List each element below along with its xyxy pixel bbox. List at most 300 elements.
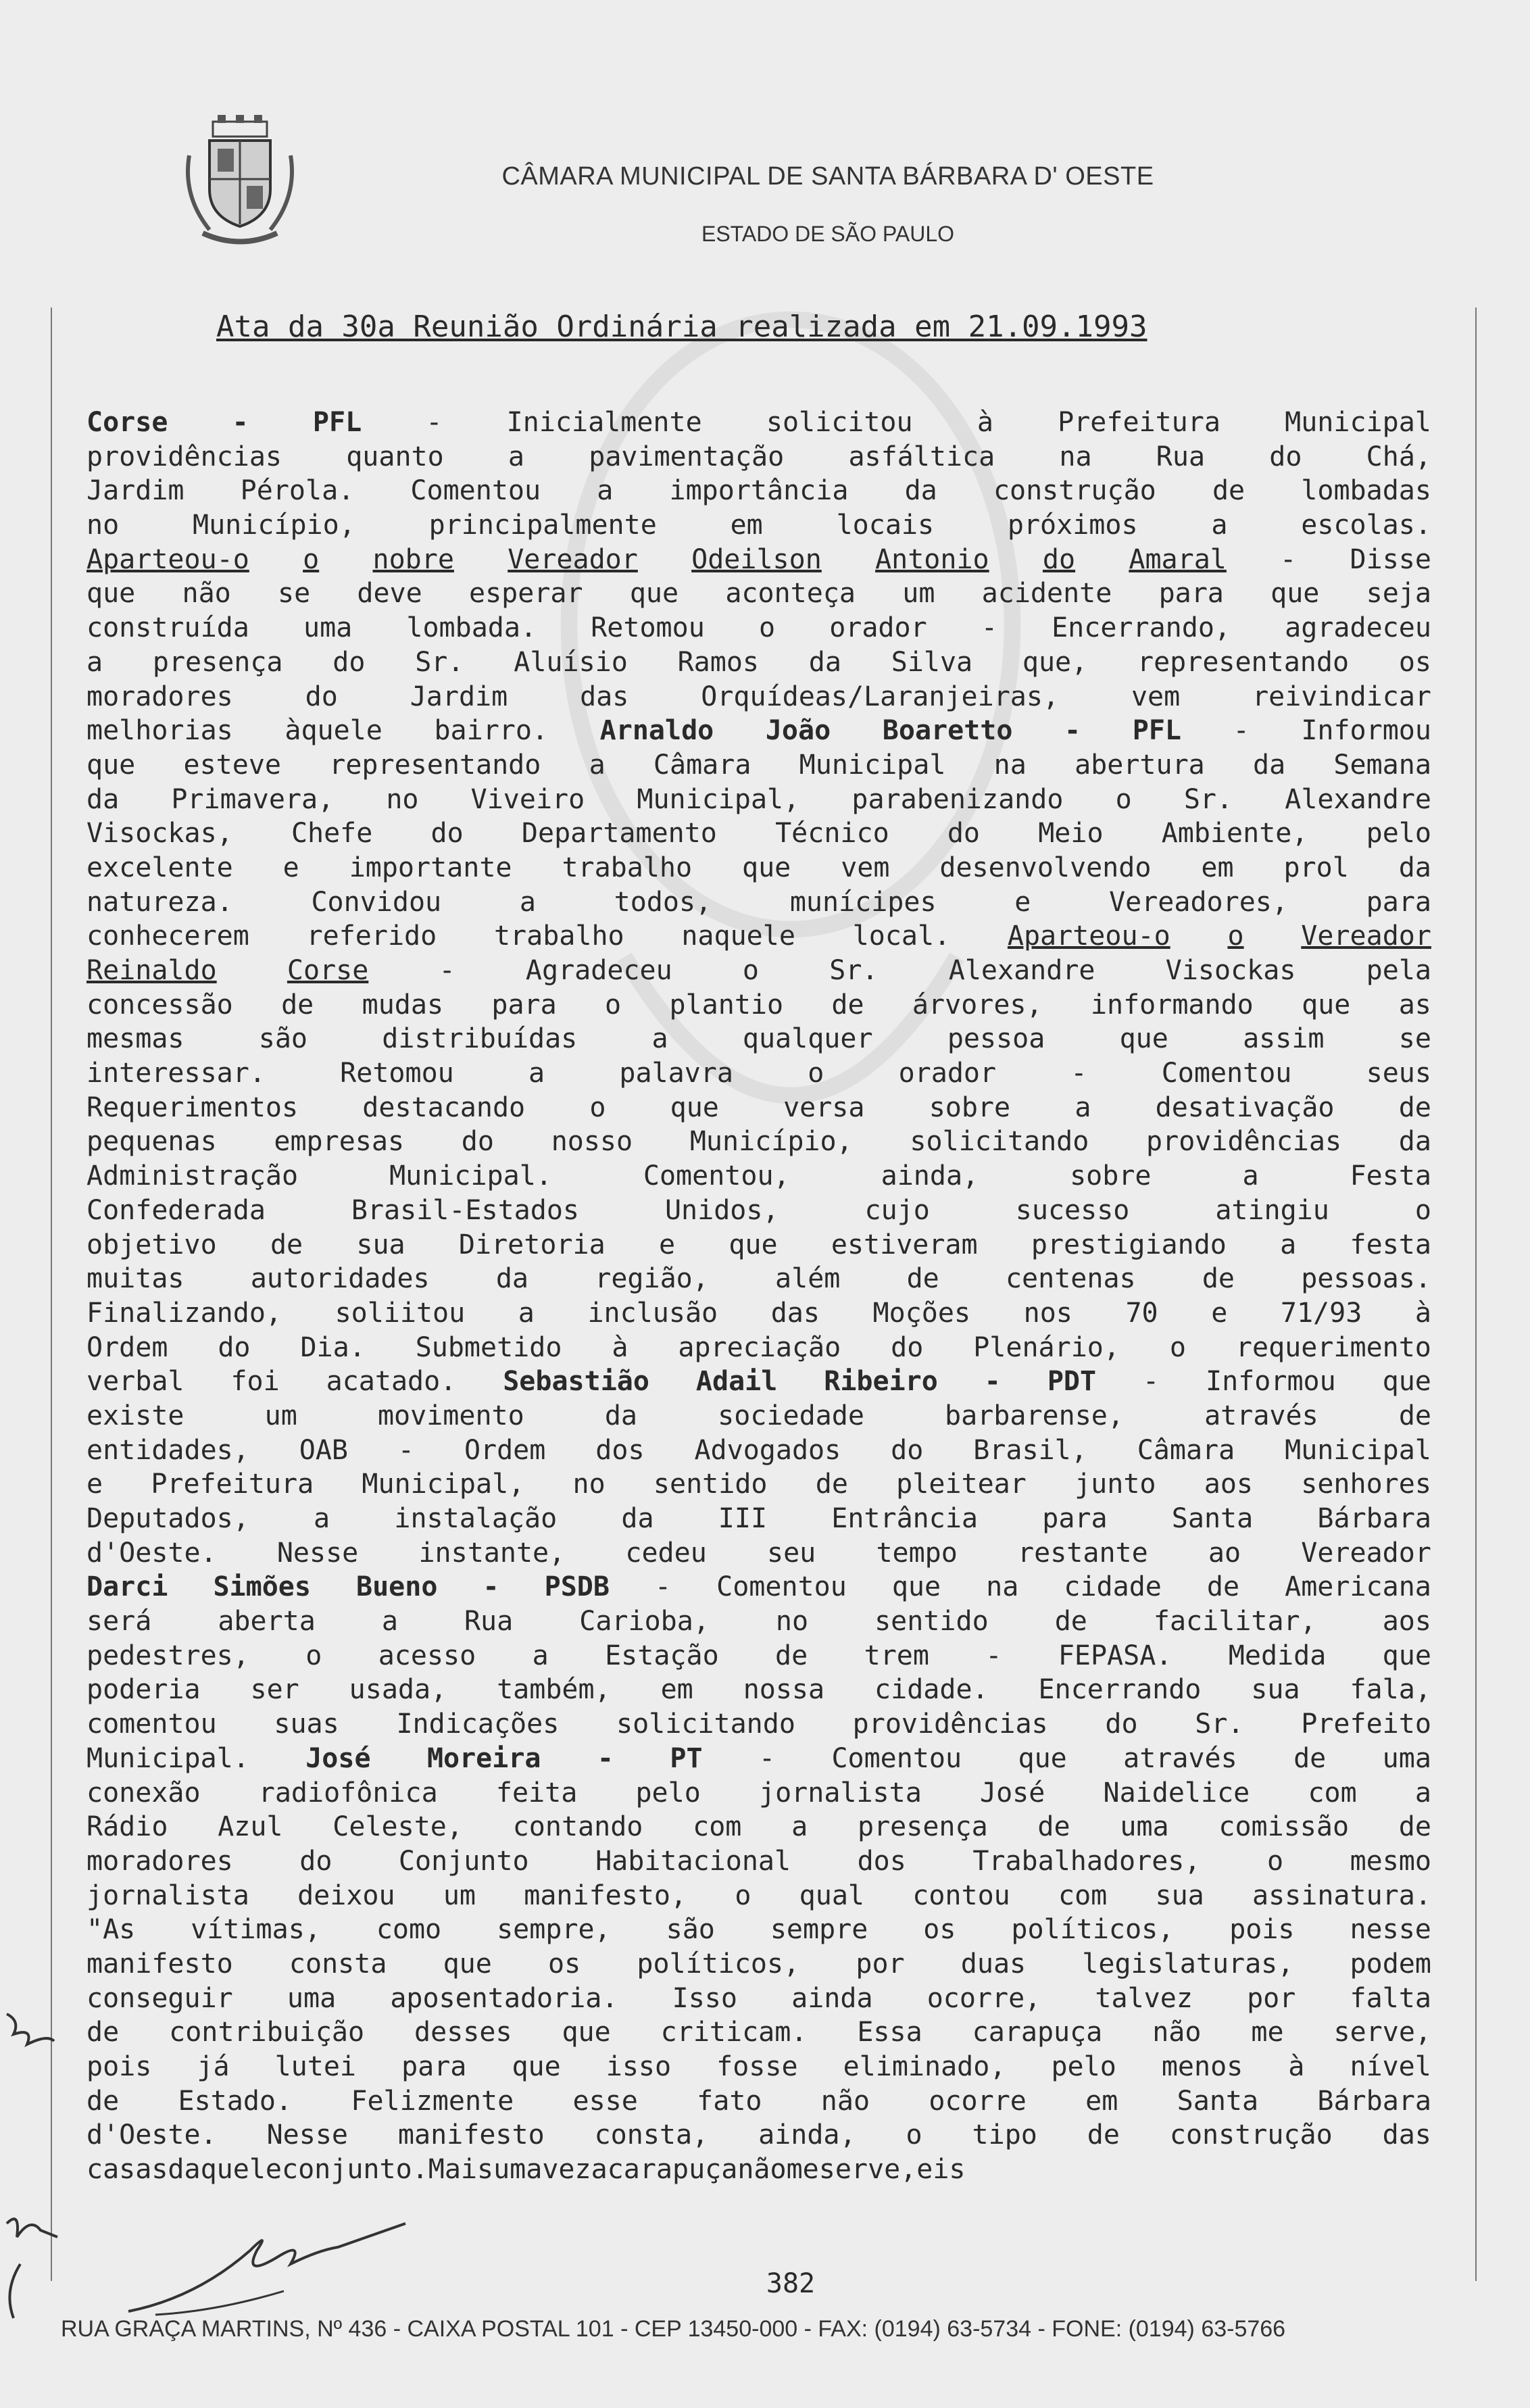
word: Bárbara (1317, 1503, 1431, 1534)
word: Jardim (87, 475, 184, 507)
word: manifesto, (524, 1879, 687, 1911)
word: Santa (1177, 2085, 1259, 2117)
word: pavimentação (589, 441, 785, 472)
word: Chá, (1366, 441, 1431, 472)
word: munícipes (789, 886, 937, 918)
word: uma (493, 2154, 543, 2186)
word: Santa (1171, 1503, 1254, 1534)
word: a (381, 1606, 398, 1638)
word: vem (1131, 681, 1181, 712)
underlined-word: Antonio (875, 543, 989, 575)
word: construída (87, 612, 249, 644)
word: a (1414, 1777, 1431, 1809)
word: Câmara (653, 749, 751, 781)
text-line (87, 645, 1431, 680)
word: de (1037, 1811, 1070, 1843)
word: isso (606, 2051, 672, 2082)
word: orador (898, 1058, 997, 1089)
word: na (1059, 441, 1092, 472)
word: Inicialmente (506, 407, 702, 438)
text-line (87, 1262, 1431, 1296)
text-line (87, 2153, 1431, 2187)
word: presença (858, 1811, 988, 1843)
text-line (87, 1570, 1431, 1604)
word: Brasil, (973, 1434, 1087, 1466)
word: à (977, 407, 993, 438)
underlined-word: Vereador (1301, 920, 1431, 952)
document-title: Ata da 30a Reunião Ordinária realizada em 21.09.1993 (216, 310, 1148, 344)
word: Encerrando, (1052, 612, 1231, 644)
word: 71/93 (1280, 1297, 1362, 1329)
word: a (518, 1297, 535, 1329)
word: Confederada (87, 1194, 266, 1226)
word: próximos (1007, 510, 1138, 541)
word: cedeu (625, 1537, 707, 1569)
word: Retomou (340, 1058, 454, 1089)
text-line (87, 1056, 1431, 1091)
word: um (443, 1879, 476, 1911)
word: Sr. (1195, 1709, 1244, 1740)
text-line (87, 1536, 1431, 1571)
word: sua (356, 1229, 405, 1260)
word: - (981, 612, 997, 644)
institution-state: ESTADO DE SÃO PAULO (701, 222, 954, 246)
word: prestigiando (1031, 1229, 1227, 1260)
word: destacando (362, 1091, 526, 1123)
word: versa (783, 1091, 865, 1123)
word: dos (595, 1434, 645, 1466)
text-line (87, 1159, 1431, 1194)
word: Disse (1350, 543, 1431, 575)
word: pequenas (87, 1126, 217, 1158)
word: Alexandre (948, 955, 1095, 986)
word: fosse (716, 2051, 798, 2082)
word: menos (1161, 2051, 1243, 2082)
word: cidade (1064, 1571, 1162, 1603)
word: principalmente (428, 510, 657, 541)
word: de (1398, 1811, 1431, 1843)
word: e (1014, 886, 1031, 918)
text-line (87, 2050, 1431, 2084)
word: ainda, (758, 2119, 856, 2151)
word: Sr. (829, 955, 879, 986)
word: que (562, 2017, 611, 2048)
word: Jardim (410, 681, 508, 712)
word: orador (829, 612, 927, 644)
word: FEPASA. (1058, 1640, 1173, 1671)
word: contando (512, 1811, 643, 1843)
word: a (1280, 1229, 1297, 1260)
word: todos, (614, 886, 712, 918)
word: se (1398, 1023, 1431, 1055)
speaker-name-word: Bueno (356, 1571, 438, 1603)
speaker-name-word: PSDB (544, 1571, 610, 1603)
word: sobre (929, 1091, 1011, 1123)
text-line (87, 2118, 1431, 2153)
word: providências (87, 441, 282, 472)
word: de (1202, 1263, 1235, 1295)
word: a (589, 749, 606, 781)
word: ainda (791, 1982, 873, 2014)
word: o (589, 1091, 606, 1123)
word: Convidou (311, 886, 442, 918)
word: providências (852, 1709, 1048, 1740)
text-line (87, 1365, 1431, 1399)
text-line (87, 1022, 1431, 1056)
word: me (786, 2154, 819, 2186)
word: de (815, 1469, 848, 1500)
word: atingiu (1215, 1194, 1329, 1226)
word: de (1398, 1091, 1431, 1123)
word: das (580, 681, 629, 712)
word: requerimento (1235, 1331, 1431, 1363)
word: conjunto. (282, 2154, 428, 2186)
word: para (401, 2051, 467, 2082)
word: do (332, 646, 366, 678)
word: pela (1366, 955, 1431, 986)
text-line (87, 1913, 1431, 1947)
text-line (87, 1707, 1431, 1742)
word: do (891, 1434, 924, 1466)
word: que (1302, 989, 1351, 1021)
word: Município, (689, 1126, 853, 1158)
word: aos (1204, 1469, 1253, 1500)
word: prol (1283, 852, 1349, 883)
word: moradores (87, 1845, 233, 1877)
word: bairro. (434, 715, 549, 747)
word: do (1269, 441, 1302, 472)
word: Estado. (178, 2085, 293, 2117)
word: que (891, 1571, 941, 1603)
word: nível (1350, 2051, 1431, 2082)
word: cujo (864, 1194, 930, 1226)
word: Diretoria (458, 1229, 606, 1260)
word: os (548, 1948, 581, 1980)
text-line (87, 714, 1431, 748)
word: melhorias (87, 715, 233, 747)
word: fato (697, 2085, 762, 2117)
underlined-word: Aparteou-o (1007, 920, 1170, 952)
word: informando (1090, 989, 1254, 1021)
speaker-name-word: Boaretto (882, 715, 1013, 747)
word: conhecerem (87, 920, 249, 952)
word: de (281, 989, 314, 1021)
word: "As (87, 1914, 136, 1946)
word: solicitou (766, 407, 913, 438)
word: vez (542, 2154, 591, 2186)
word: solicitando (910, 1126, 1089, 1158)
word: para (1366, 886, 1431, 918)
word: Azul (218, 1811, 283, 1843)
word: ocorre, (927, 1982, 1041, 2014)
word: carapuça (607, 2154, 738, 2186)
word: verbal (87, 1366, 184, 1398)
word: parabenizando (852, 783, 1064, 815)
speaker-name-word: PFL (312, 407, 362, 438)
word: instante, (418, 1537, 566, 1569)
word: Sr. (415, 646, 464, 678)
word: sentido (874, 1606, 989, 1638)
word: abertura (1075, 749, 1205, 781)
text-line (87, 1194, 1431, 1228)
word: Nesse (266, 2119, 348, 2151)
word: a (1075, 1091, 1091, 1123)
word: Naidelice (1103, 1777, 1250, 1809)
word: - (655, 1571, 672, 1603)
word: - (439, 955, 455, 986)
word: mesmo (1350, 1845, 1431, 1877)
word: qual (799, 1879, 864, 1911)
text-line (87, 1467, 1431, 1502)
word: conexão (87, 1777, 201, 1809)
word: comissão (1218, 1811, 1350, 1843)
word: à (612, 1331, 628, 1363)
word: que (742, 852, 791, 883)
text-line (87, 851, 1431, 885)
word: Requerimentos (87, 1091, 299, 1123)
word: sentido (653, 1469, 768, 1500)
speaker-name-word: Moreira (426, 1742, 541, 1774)
word: trabalho (562, 852, 693, 883)
word: Municipal, (637, 783, 800, 815)
word: importante (349, 852, 512, 883)
word: dos (857, 1845, 906, 1877)
word: acesso (378, 1640, 476, 1671)
text-line (87, 1673, 1431, 1707)
word: importância (669, 475, 849, 507)
word: restante (1018, 1537, 1148, 1569)
word: mudas (362, 989, 444, 1021)
word: não (820, 2085, 870, 2117)
word: José (980, 1777, 1045, 1809)
text-line (87, 1810, 1431, 1844)
word: os (923, 1914, 956, 1946)
speaker-name-word: PT (670, 1742, 703, 1774)
word: no (87, 510, 120, 541)
word: o (1414, 1194, 1431, 1226)
word: de (906, 1263, 939, 1295)
word: que, (1022, 646, 1088, 678)
minutes-body-text (87, 406, 1431, 2187)
word: no (386, 783, 419, 815)
word: local. (852, 920, 951, 952)
word: a (532, 1640, 549, 1671)
word: de (1054, 1606, 1087, 1638)
word: empresas (274, 1126, 405, 1158)
word: Técnico (775, 818, 889, 850)
word: com (693, 1811, 742, 1843)
word: sempre (770, 1914, 868, 1946)
word: instalação (394, 1503, 558, 1534)
word: para (491, 989, 557, 1021)
text-line (87, 680, 1431, 714)
word: da (904, 475, 937, 507)
word: construção (993, 475, 1156, 507)
word: Essa (857, 2017, 922, 2048)
word: desativação (1155, 1091, 1335, 1123)
word: de (1087, 2119, 1120, 2151)
word: junto (1075, 1469, 1156, 1500)
word: contou (912, 1879, 1010, 1911)
word: conseguir (87, 1982, 233, 2014)
word: nos (1023, 1297, 1072, 1329)
word: para (1042, 1503, 1108, 1534)
word: Mais (428, 2154, 494, 2186)
word: sua (1251, 1674, 1300, 1706)
word: além (775, 1263, 841, 1295)
word: ao (1208, 1537, 1241, 1569)
word: e (282, 852, 299, 883)
word: e (658, 1229, 676, 1260)
word: Entrância (831, 1503, 979, 1534)
word: distribuídas (382, 1023, 578, 1055)
word: não (182, 578, 231, 610)
word: natureza. (87, 886, 233, 918)
word: o (1266, 1845, 1284, 1877)
word: na (993, 749, 1027, 781)
speaker-name-word: Corse (87, 407, 168, 438)
word: nosso (551, 1126, 633, 1158)
word: pessoas. (1301, 1263, 1431, 1295)
word: se (278, 578, 311, 610)
word: uma (287, 1982, 337, 2014)
word: Orquídeas/Laranjeiras, (701, 681, 1060, 712)
word: construção (1169, 2119, 1333, 2151)
word: o (1115, 783, 1132, 815)
word: poderia (87, 1674, 201, 1706)
word: Município, (192, 510, 355, 541)
word: Rádio (87, 1811, 168, 1843)
text-line (87, 1947, 1431, 1982)
word: Prefeito (1301, 1709, 1431, 1740)
word: do (430, 818, 464, 850)
underlined-word: Odeilson (691, 543, 822, 575)
word: cidade. (874, 1674, 989, 1706)
word: Meio (1038, 818, 1104, 850)
word: esteve (183, 749, 281, 781)
word: Primavera, (171, 783, 335, 815)
word: muitas (87, 1263, 184, 1295)
word: Ordem (464, 1434, 546, 1466)
underlined-word: Aparteou-o (87, 543, 249, 575)
word: e (1211, 1297, 1228, 1329)
word: Prefeitura (1058, 407, 1220, 438)
word: presença (152, 646, 283, 678)
word: o (906, 2119, 922, 2151)
word: eliminado, (843, 2051, 1006, 2082)
word: das (1382, 2119, 1431, 2151)
word: com (1058, 1879, 1108, 1911)
word: a (1242, 1160, 1259, 1192)
word: Habitacional (595, 1845, 791, 1877)
word: um (902, 578, 935, 610)
word: assim (1243, 1023, 1325, 1055)
word: Rua (464, 1606, 514, 1638)
word: suas (274, 1709, 339, 1740)
text-line (87, 2084, 1431, 2119)
word: Câmara (1137, 1434, 1235, 1466)
text-line (87, 1742, 1431, 1776)
word: da (604, 1400, 638, 1431)
word: d'Oeste. (87, 1537, 217, 1569)
word: comentou (87, 1709, 217, 1740)
word: eis (916, 2154, 966, 2186)
word: consta (289, 1948, 387, 1980)
word: serve, (818, 2154, 917, 2186)
word: objetivo (87, 1229, 217, 1260)
word: vítimas, (191, 1914, 321, 1946)
word: do (305, 681, 338, 712)
word: Municipal (799, 749, 946, 781)
word: lutei (274, 2051, 357, 2082)
word: da (495, 1263, 529, 1295)
word: facilitar, (1153, 1606, 1316, 1638)
word: pedestres, (87, 1640, 249, 1671)
word: Trabalhadores, (972, 1845, 1201, 1877)
text-line (87, 1776, 1431, 1811)
word: pelo (635, 1777, 701, 1809)
word: que (512, 2051, 561, 2082)
word: serve, (1333, 2017, 1431, 2048)
word: de (1212, 475, 1245, 507)
text-line (87, 1296, 1431, 1331)
text-line (87, 1331, 1431, 1365)
word: um (264, 1400, 297, 1431)
word: o (742, 955, 760, 986)
word: de (1206, 1571, 1240, 1603)
word: a (597, 475, 614, 507)
word: Municipal, (362, 1469, 525, 1500)
word: usada, (349, 1674, 447, 1706)
word: III (718, 1503, 768, 1534)
word: por (856, 1948, 905, 1980)
text-line (87, 440, 1431, 474)
word: Alexandre (1285, 783, 1431, 815)
word: fala, (1350, 1674, 1431, 1706)
text-line (87, 611, 1431, 645)
word: - (985, 1640, 1002, 1671)
word: que (1382, 1366, 1431, 1398)
text-line (87, 1982, 1431, 2016)
word: a (87, 646, 103, 678)
speaker-name-word: - (483, 1571, 499, 1603)
word: Americana (1285, 1571, 1431, 1603)
speaker-name-word: Simões (213, 1571, 311, 1603)
municipal-crest-icon (182, 115, 297, 250)
word: jornalista (758, 1777, 922, 1809)
word: Celeste, (332, 1811, 463, 1843)
right-margin-line (1475, 308, 1477, 2281)
word: Deputados, (87, 1503, 249, 1534)
word: - (426, 407, 443, 438)
word: vem (841, 852, 890, 883)
word: os (1398, 646, 1431, 678)
handwritten-signature-icon (115, 2210, 412, 2318)
text-line (87, 1604, 1431, 1639)
word: sucesso (1015, 1194, 1130, 1226)
word: representando (329, 749, 541, 781)
word: a (591, 2154, 608, 2186)
word: estiveram (831, 1229, 978, 1260)
word: deve (357, 578, 422, 610)
word: aos (1382, 1606, 1431, 1638)
word: no (775, 1606, 809, 1638)
word: mesmas (87, 1023, 184, 1055)
word: asfáltica (848, 441, 995, 472)
word: Ambiente, (1161, 818, 1308, 850)
word: da (1253, 749, 1286, 781)
word: apreciação (678, 1331, 841, 1363)
